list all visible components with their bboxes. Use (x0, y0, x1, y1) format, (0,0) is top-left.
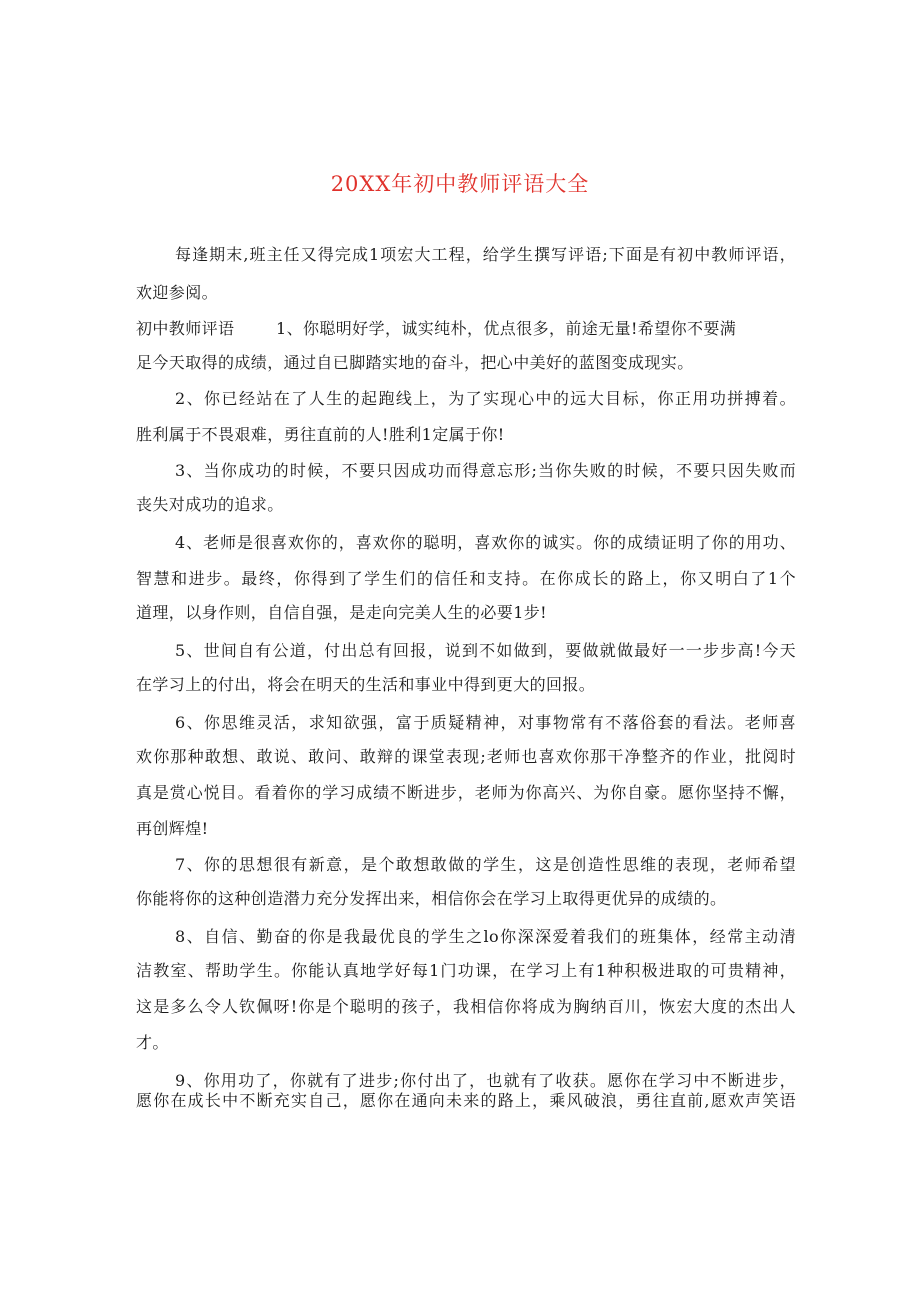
paragraph-4-line-3: 道理，以身作则，自信自强，是走向完美人生的必要1步! (136, 603, 548, 622)
section-label: 初中教师评语 (136, 319, 235, 338)
paragraph-6-line-3: 真是赏心悦目。看着你的学习成绩不断进步，老师为你高兴、为你自豪。愿你坚持不懈， (136, 783, 796, 802)
paragraph-5-line-1: 5、世间自有公道，付出总有回报，说到不如做到，要做就做最好一一步步高!今天 (175, 641, 796, 660)
intro-line-2: 欢迎参阅。 (136, 283, 219, 302)
paragraph-1-line-1 (136, 318, 796, 340)
paragraph-2-line-2: 胜利属于不畏艰难，勇往直前的人!胜利1定属于你! (136, 425, 505, 444)
paragraph-4-line-2: 智慧和进步。最终，你得到了学生们的信任和支持。在你成长的路上，你又明白了1个 (136, 569, 796, 588)
document-title: 20XX年初中教师评语大全 (330, 172, 590, 196)
paragraph-5-line-2: 在学习上的付出，将会在明天的生活和事业中得到更大的回报。 (136, 675, 596, 694)
paragraph-8-line-3: 这是多么令人钦佩呀!你是个聪明的孩子，我相信你将成为胸纳百川，恢宏大度的杰出人 (136, 997, 796, 1016)
paragraph-7-line-1: 7、你的思想很有新意，是个敢想敢做的学生，这是创造性思维的表现，老师希望 (175, 855, 796, 874)
paragraph-9-line-2: 愿你在成长中不断充实自己，愿你在通向未来的路上，乘风破浪，勇往直前,愿欢声笑语 (136, 1091, 796, 1110)
paragraph-3-line-1: 3、当你成功的时候，不要只因成功而得意忘形;当你失败的时候，不要只因失败而 (175, 461, 796, 480)
paragraph-1-first-text: 1、你聪明好学，诚实纯朴，优点很多，前途无量!希望你不要满 (276, 319, 737, 338)
paragraph-8-line-2: 洁教室、帮助学生。你能认真地学好每1门功课，在学习上有1种积极进取的可贵精神， (136, 961, 796, 980)
paragraph-4-line-1: 4、老师是很喜欢你的，喜欢你的聪明，喜欢你的诚实。你的成绩证明了你的用功、 (175, 533, 796, 552)
intro-line-1: 每逢期末,班主任又得完成1项宏大工程，给学生撰写评语;下面是有初中教师评语， (175, 245, 796, 264)
paragraph-9-line-1: 9、你用功了，你就有了进步;你付出了，也就有了收获。愿你在学习中不断进步， (175, 1071, 796, 1090)
paragraph-6-line-1: 6、你思维灵活，求知欲强，富于质疑精神，对事物常有不落俗套的看法。老师喜 (175, 713, 796, 732)
paragraph-8-line-1: 8、自信、勤奋的你是我最优良的学生之lo你深深爱着我们的班集体，经常主动清 (175, 927, 796, 946)
paragraph-8-line-4: 才。 (136, 1033, 169, 1052)
paragraph-6-line-4: 再创辉煌! (136, 819, 209, 838)
paragraph-1-line-2: 足今天取得的成绩，通过自已脚踏实地的奋斗，把心中美好的蓝图变成现实。 (136, 353, 694, 372)
paragraph-6-line-2: 欢你那种敢想、敢说、敢问、敢辩的课堂表现;老师也喜欢你那干净整齐的作业，批阅时 (136, 747, 796, 766)
paragraph-3-line-2: 丧失对成功的追求。 (136, 495, 284, 514)
paragraph-2-line-1: 2、你已经站在了人生的起跑线上，为了实现心中的远大目标，你正用功拼搏着。 (175, 389, 796, 408)
paragraph-7-line-2: 你能将你的这种创造潜力充分发挥出来，相信你会在学习上取得更优异的成绩的。 (136, 889, 727, 908)
